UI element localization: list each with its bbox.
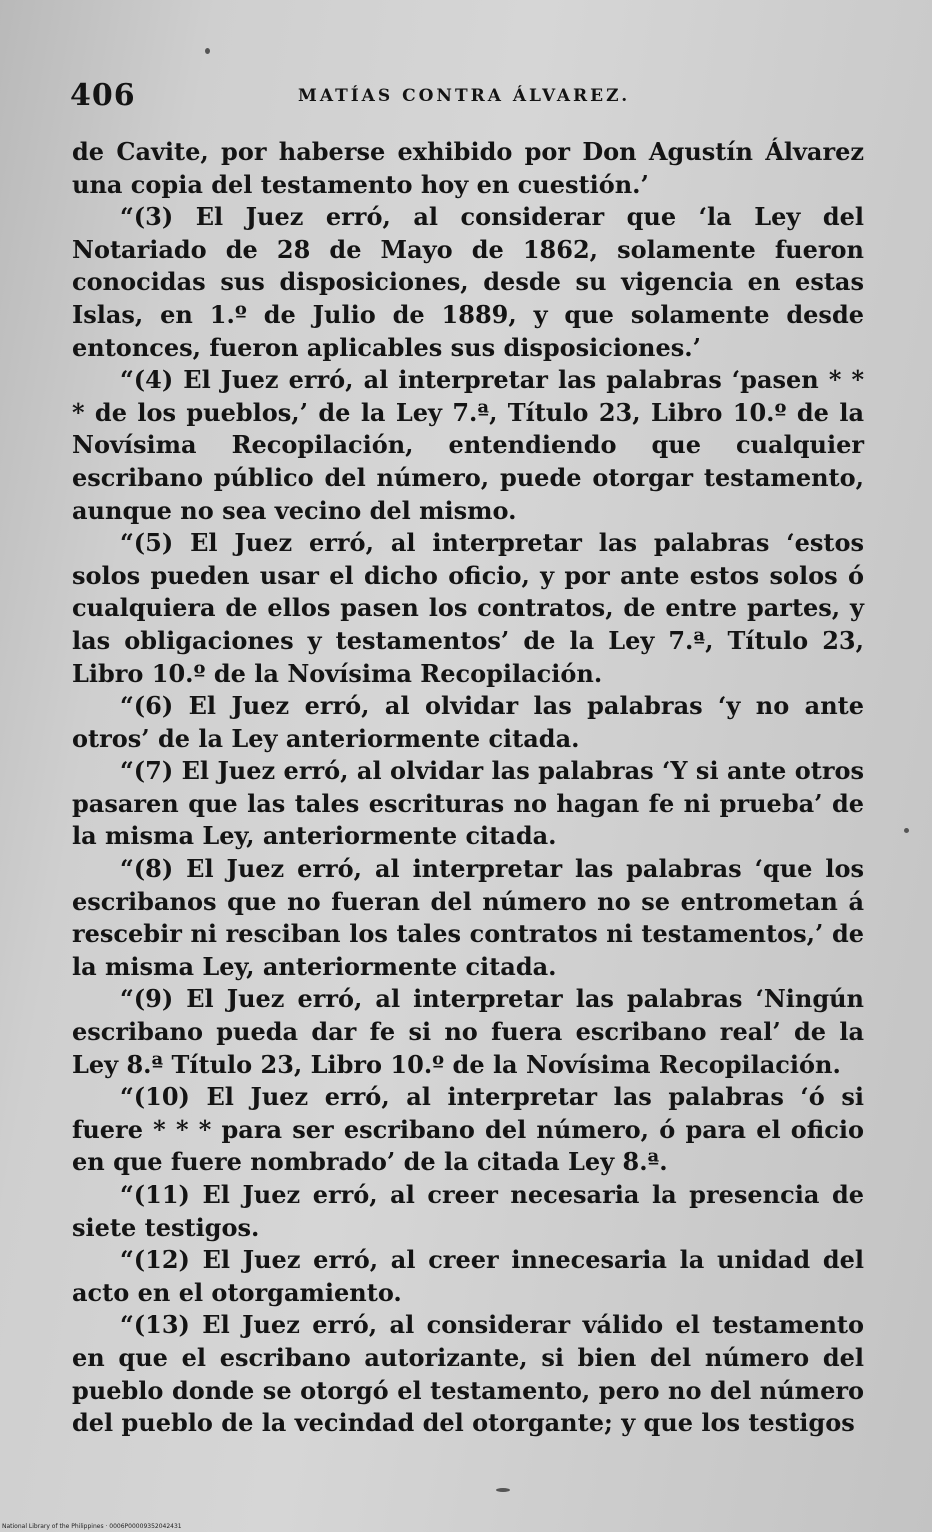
- ink-speck: [904, 828, 909, 833]
- paragraph: “(7) El Juez erró, al olvidar las palabras ‘Y si ante otros pasaren que las tales escrituras no hagan fe ni prueba’ de la misma Ley, anteriormente citada.: [72, 756, 864, 851]
- running-head: MATÍAS CONTRA ÁLVAREZ.: [298, 86, 631, 106]
- paragraph: “(12) El Juez erró, al creer innecesaria la unidad del acto en el otorgamiento.: [72, 1245, 864, 1307]
- paragraph: “(3) El Juez erró, al considerar que ‘la Ley del Notariado de 28 de Mayo de 1862, solamente fueron conocidas sus disposiciones, desde su vigencia en estas Islas, en 1.º de Julio de 1889, y que solamente desde entonces, fueron aplicables sus disposiciones.’: [72, 202, 864, 362]
- paragraph: “(5) El Juez erró, al interpretar las palabras ‘estos solos pueden usar el dicho oficio, y por ante estos solos ó cualquiera de ellos pasen los contratos, de entre partes, y las obligaciones y testamentos’ de la Ley 7.ª, Título 23, Libro 10.º de la Novísima Recopilación.: [72, 528, 864, 688]
- library-credit: National Library of the Philippines · 0006P00009352042431: [2, 1523, 182, 1530]
- paragraph: “(10) El Juez erró, al interpretar las palabras ‘ó si fuere * * * para ser escribano del número, ó para el oficio en que fuere nombrado’ de la citada Ley 8.ª.: [72, 1082, 864, 1177]
- page-number: 406: [70, 78, 136, 113]
- paragraph: “(9) El Juez erró, al interpretar las palabras ‘Ningún escribano pueda dar fe si no fuera escribano real’ de la Ley 8.ª Título 23, Libro 10.º de la Novísima Recopilación.: [72, 984, 864, 1079]
- paragraph: “(4) El Juez erró, al interpretar las palabras ‘pasen * * * de los pueblos,’ de la Ley 7.ª, Título 23, Libro 10.º de la Novísima Recopilación, entendiendo que cualquier escribano público del número, puede otorgar testamento, aunque no sea vecino del mismo.: [72, 365, 864, 525]
- paragraph: “(6) El Juez erró, al olvidar las palabras ‘y no ante otros’ de la Ley anteriormente citada.: [72, 691, 864, 753]
- paragraph: de Cavite, por haberse exhibido por Don Agustín Álvarez una copia del testamento hoy en cuestión.’: [72, 137, 864, 199]
- paragraph: “(8) El Juez erró, al interpretar las palabras ‘que los escribanos que no fueran del número no se entrometan á rescebir ni resciban los tales contratos ni testamentos,’ de la misma Ley, anteriormente citada.: [72, 854, 864, 981]
- ink-speck: [496, 1488, 510, 1492]
- page-header: [70, 78, 870, 118]
- paragraph: “(13) El Juez erró, al considerar válido el testamento en que el escribano autorizante, si bien del número del pueblo donde se otorgó el testamento, pero no del número del pueblo de la vecindad del otorgante; y que los testigos: [72, 1310, 864, 1438]
- ink-speck: [205, 48, 210, 54]
- body-text: [72, 136, 864, 1440]
- paragraph: “(11) El Juez erró, al creer necesaria la presencia de siete testigos.: [72, 1180, 864, 1242]
